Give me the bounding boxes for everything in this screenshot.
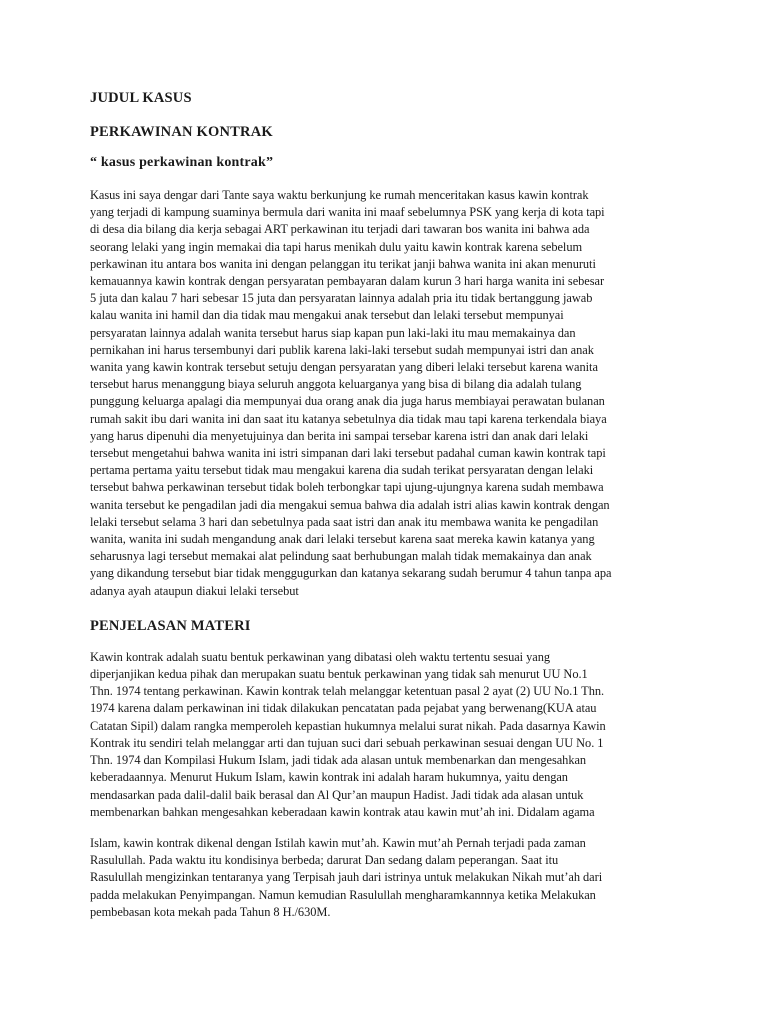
text-line: Rasulullah mengizinkan tentaranya yang Terpisah jauh dari istrinya untuk melakukan Nikah mut’ah dari xyxy=(90,870,603,885)
text-line: Rasulullah. Pada waktu itu kondisinya berbeda; darurat Dan sedang dalam peperangan. Saat itu xyxy=(90,853,559,868)
text-line: Kawin kontrak adalah suatu bentuk perkawinan yang dibatasi oleh waktu tertentu sesuai yang xyxy=(90,649,551,664)
text-line: wanita, wanita ini sudah mengandung anak dari lelaki tersebut karena saat mereka kawin katanya yang xyxy=(90,532,595,547)
text-line: punggung keluarga apalagi dia mempunyai dua orang anak dia juga harus membiayai perawatan bulanan xyxy=(90,394,605,409)
text-line: Islam, kawin kontrak dikenal dengan Istilah kawin mut’ah. Kawin mut’ah Pernah terjadi pada zaman xyxy=(90,835,586,850)
text-line: perkawinan itu antara bos wanita ini dengan pelanggan itu terikat janji bahwa wanita ini akan menuruti xyxy=(90,256,596,271)
text-line: Kontrak itu sendiri telah melanggar arti dan tujuan suci dari sebuah perkawinan sesuai dengan UU No. 1 xyxy=(90,735,604,750)
text-line: wanita tersebut ke pengadilan jadi dia mengakui semua bahwa dia adalah istri alias kawin kontrak dengan xyxy=(90,497,610,512)
text-line: 5 juta dan kalau 7 hari sebesar 15 juta dan persyaratan lainnya adalah pria itu tidak bertanggung jawab xyxy=(90,291,593,306)
text-line: membenarkan bahkan mengesahkan keberadaan kawin kontrak atau kawin mut’ah ini. Didalam agama xyxy=(90,804,595,819)
text-line: tersebut bahwa perkawinan tersebut tidak boleh terbongkar tapi ujung-ujungnya karena sudah membawa xyxy=(90,480,604,495)
text-line: yang dikandung tersebut biar tidak menggugurkan dan katanya sekarang sudah berumur 4 tahun tanpa apa xyxy=(90,566,612,581)
case-story-paragraph xyxy=(90,187,680,600)
text-line: adanya ayah ataupun diakui lelaki tersebut xyxy=(90,583,299,598)
text-line: padda melakukan Penyimpangan. Namun kemudian Rasulullah mengharamkannnya ketika Melakukan xyxy=(90,887,596,902)
text-line: Catatan Sipil) dalam rangka memperoleh kepastian hukumnya melalui surat nikah. Pada dasarnya Kawin xyxy=(90,718,606,733)
text-line: diperjanjikan kedua pihak dan merupakan suatu bentuk perkawinan yang tidak sah menurut UU No.1 xyxy=(90,667,588,682)
text-line: rumah sakit ibu dari wanita ini dan saat itu katanya sebetulnya dia tidak mau tapi karena terkendala biaya xyxy=(90,411,607,426)
text-line: pernikahan ini harus tersembunyi dari publik karena laki-laki tersebut sudah mempunyai istri dan anak xyxy=(90,342,594,357)
text-line: kemauannya kawin kontrak dengan persyaratan pembayaran dalam kurun 3 hari harga wanita ini sebesar xyxy=(90,274,605,289)
text-line: 1974 karena dalam perkawinan ini tidak dilakukan pencatatan pada pejabat yang berwenang(KUA atau xyxy=(90,701,597,716)
text-line: di desa dia bilang dia kerja sebagai ART perkawinan itu terjadi dari tawaran bos wanita ini bahwa ada xyxy=(90,222,590,237)
text-line: Kasus ini saya dengar dari Tante saya waktu berkunjung ke rumah menceritakan kasus kawin kontrak xyxy=(90,188,589,202)
text-line: kalau wanita ini hamil dan dia tidak mau mengakui anak tersebut dan lelaki tersebut mempunyai xyxy=(90,308,564,323)
text-line: tersebut harus menanggung biaya seluruh anggota keluarganya yang bisa di bilang dia adalah tulang xyxy=(90,377,582,392)
text-line: Thn. 1974 dan Kompilasi Hukum Islam, jadi tidak ada alasan untuk membenarkan dan mengesahkan xyxy=(90,753,587,768)
text-line: persyaratan lainnya adalah wanita tersebut harus siap kapan pun laki-laki itu mau memakainya dan xyxy=(90,325,576,340)
text-line: yang terjadi di kampung suaminya bermula dari wanita ini maaf sebelumnya PSK yang kerja di kota tapi xyxy=(90,205,605,220)
document-page xyxy=(90,88,680,921)
explanation-paragraph-2 xyxy=(90,835,680,921)
text-line: pertama pertama yaitu tersebut tidak mau mengakui karena dia sudah terikat persyaratan dengan lelaki xyxy=(90,463,594,478)
text-line: seharusnya lagi tersebut memakai alat pelindung saat berhubungan malah tidak memakainya dan anak xyxy=(90,549,592,564)
text-line: pembebasan kota mekah pada Tahun 8 H./630M. xyxy=(90,904,331,919)
quoted-subtitle: “ kasus perkawinan kontrak” xyxy=(90,155,274,170)
case-title: PERKAWINAN KONTRAK xyxy=(90,124,273,140)
text-line: tersebut mengetahui bahwa wanita ini istri simpanan dari laki tersebut padahal cuman kawin kontrak tapi xyxy=(90,446,606,461)
text-line: mendasarkan pada dalil-dalil baik berasal dan Al Qur’an maupun Hadist. Jadi tidak ada alasan untuk xyxy=(90,787,584,802)
text-line: lelaki tersebut selama 3 hari dan sebetulnya pada saat istri dan anak itu membawa wanita ke pengadilan xyxy=(90,514,599,529)
text-line: Thn. 1974 tentang perkawinan. Kawin kontrak telah melanggar ketentuan pasal 2 ayat (2) UU No.1 Thn. xyxy=(90,684,605,699)
document-title: JUDUL KASUS xyxy=(90,90,192,106)
text-line: keberadaannya. Menurut Hukum Islam, kawin kontrak ini adalah haram hukumnya, yaitu dengan xyxy=(90,770,568,785)
section-heading: PENJELASAN MATERI xyxy=(90,617,251,634)
explanation-paragraph-1 xyxy=(90,649,680,821)
text-line: wanita yang kawin kontrak tersebut setuju dengan persyaratan yang diberi lelaki tersebut karena wanita xyxy=(90,360,598,375)
text-line: seorang lelaki yang ingin memakai dia tapi harus menikah dulu yaitu kawin kontrak karena sebelum xyxy=(90,239,583,254)
text-line: yang harus dipenuhi dia menyetujuinya dan berita ini sampai tersebar karena istri dan anak dari lelaki xyxy=(90,428,589,443)
